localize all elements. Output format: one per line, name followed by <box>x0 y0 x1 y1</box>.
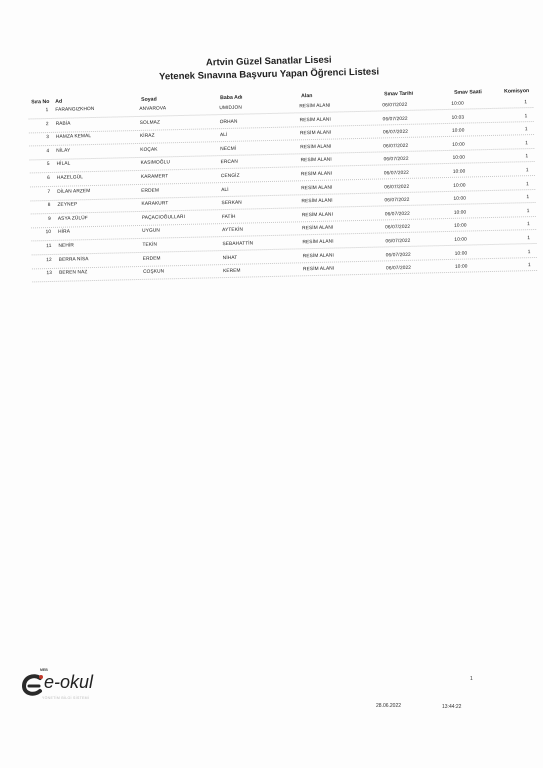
cell-ad: RABİA <box>55 121 71 127</box>
cell-ad: HAMZA KEMAL <box>55 134 92 141</box>
cell-alan: RESİM ALANI <box>302 266 335 273</box>
col-header-sira-no: Sıra No <box>31 98 50 106</box>
cell-sira-no: 3 <box>46 135 50 141</box>
cell-ad: FARANGIZKHON <box>55 106 95 113</box>
e-okul-logo <box>20 668 110 704</box>
cell-baba-adi: NİHAT <box>222 255 238 261</box>
cell-alan: RESİM ALANI <box>302 239 334 246</box>
cell-ad: BERRA NİSA <box>58 256 89 263</box>
cell-komisyon: 1 <box>525 168 529 174</box>
cell-baba-adi: AYTEKİN <box>222 228 244 234</box>
cell-komisyon: 1 <box>527 263 531 269</box>
cell-sinav-saati: 10:03 <box>451 115 465 121</box>
cell-sinav-saati: 10:00 <box>452 169 466 175</box>
cell-ad: NİLAY <box>56 148 71 154</box>
logo-brand-text: e-okul <box>44 672 94 692</box>
page-number: 1 <box>470 676 473 682</box>
cell-soyad: ANVAROVA <box>139 106 167 112</box>
cell-sira-no: 1 <box>45 108 49 114</box>
cell-sinav-tarihi: 06/07/2022 <box>382 116 408 123</box>
cell-ad: BEREN NAZ <box>59 270 88 276</box>
cell-baba-adi: UMIDJON <box>219 105 242 112</box>
cell-soyad: KASIMOĞLU <box>140 160 171 167</box>
cell-soyad: ERDEM <box>141 188 160 194</box>
cell-alan: RESİM ALANI <box>299 103 331 110</box>
cell-soyad: KARAKURT <box>141 201 169 208</box>
cell-baba-adi: NECMİ <box>220 146 237 152</box>
col-header-soyad: Soyad <box>141 96 157 103</box>
cell-sinav-tarihi: 06/07/2022 <box>385 266 412 272</box>
col-header-sinav-tarihi: Sınav Tarihi <box>384 90 414 98</box>
cell-soyad: SOLMAZ <box>139 120 161 126</box>
cell-sinav-saati: 10:00 <box>454 237 467 243</box>
cell-alan: RESİM ALANI <box>301 212 334 219</box>
cell-sira-no: 4 <box>46 148 50 154</box>
cell-soyad: COŞKUN <box>143 269 165 276</box>
cell-alan: RESİM ALANI <box>299 130 332 137</box>
print-date: 28.06.2022 <box>376 703 402 709</box>
col-header-baba-adi: Baba Adı <box>220 94 243 102</box>
cell-komisyon: 1 <box>526 181 530 187</box>
cell-sinav-tarihi: 06/07/2022 <box>384 211 410 218</box>
cell-soyad: UYGUN <box>142 228 161 235</box>
cell-sira-no: 11 <box>46 243 52 250</box>
cell-ad: NEHİR <box>58 243 74 249</box>
cell-alan: RESİM ALANI <box>300 157 332 164</box>
cell-alan: RESİM ALANI <box>300 144 332 151</box>
cell-sinav-saati: 10:00 <box>452 142 465 148</box>
cell-soyad: ERDEM <box>142 256 161 262</box>
cell-komisyon: 1 <box>525 140 529 146</box>
cell-komisyon: 1 <box>524 100 528 106</box>
cell-sinav-saati: 10:00 <box>453 183 466 189</box>
cell-komisyon: 1 <box>527 236 531 242</box>
cell-baba-adi: SEBAHATTİN <box>222 241 254 248</box>
col-header-komisyon: Komisyon <box>503 88 530 95</box>
cell-baba-adi: ERCAN <box>220 160 238 166</box>
cell-baba-adi: CENGİZ <box>220 173 240 180</box>
row-divider <box>32 270 537 282</box>
e-okul-swoosh-icon <box>20 672 46 698</box>
col-header-ad: Ad <box>55 98 63 105</box>
cell-sira-no: 6 <box>47 175 50 182</box>
cell-alan: RESİM ALANI <box>299 117 331 123</box>
cell-sinav-tarihi: 06/07/2022 <box>383 170 409 177</box>
cell-sinav-saati: 10:00 <box>453 196 467 203</box>
cell-alan: RESİM ALANI <box>300 171 333 178</box>
cell-sinav-saati: 10:00 <box>453 210 467 216</box>
cell-soyad: TEKİN <box>142 242 158 248</box>
cell-sira-no: 13 <box>46 271 53 277</box>
cell-komisyon: 1 <box>527 222 530 228</box>
cell-sinav-tarihi: 06/07/2022 <box>385 225 411 231</box>
cell-sinav-tarihi: 06/07/2022 <box>383 157 409 163</box>
cell-sira-no: 2 <box>45 121 49 127</box>
cell-sira-no: 12 <box>46 257 52 263</box>
cell-sinav-tarihi: 06/07/2022 <box>382 102 408 109</box>
cell-soyad: KARAMERT <box>140 174 169 180</box>
logo-meb-label: MEB <box>40 668 48 672</box>
print-time: 13:44:22 <box>442 704 462 710</box>
cell-sinav-tarihi: 06/07/2022 <box>385 252 411 258</box>
cell-baba-adi: FATİH <box>221 214 236 220</box>
cell-alan: RESİM ALANI <box>302 225 334 232</box>
cell-sinav-saati: 10:00 <box>451 128 465 135</box>
cell-komisyon: 1 <box>526 195 530 201</box>
cell-sinav-saati: 10:00 <box>454 251 468 257</box>
cell-soyad: KİRAZ <box>139 133 155 140</box>
cell-soyad: PAÇACIOĞULLARI <box>141 214 186 221</box>
cell-ad: DİLAN ARZEM <box>57 188 91 195</box>
cell-baba-adi: SERKAN <box>221 200 242 207</box>
list-title: Yetenek Sınavına Başvuru Yapan Öğrenci Listesi <box>158 66 380 83</box>
cell-sinav-saati: 10:00 <box>451 101 464 107</box>
cell-komisyon: 1 <box>526 208 530 214</box>
cell-baba-adi: KEREM <box>223 268 241 275</box>
cell-ad: ZEYNEP <box>57 202 78 209</box>
cell-komisyon: 1 <box>524 127 528 133</box>
cell-ad: HAZELGÜL <box>56 175 84 181</box>
col-header-alan: Alan <box>301 93 313 100</box>
cell-baba-adi: ORHAN <box>219 119 238 125</box>
cell-sinav-tarihi: 06/07/2022 <box>384 184 410 191</box>
cell-sinav-saati: 10:00 <box>452 155 466 162</box>
cell-sira-no: 7 <box>47 189 51 195</box>
cell-sinav-saati: 10:00 <box>454 264 468 271</box>
cell-sinav-tarihi: 06/07/2022 <box>385 238 411 245</box>
cell-sinav-saati: 10:00 <box>454 223 467 230</box>
col-header-sinav-saati: Sınav Saati <box>454 89 482 96</box>
cell-soyad: KOÇAK <box>140 147 158 153</box>
cell-sinav-tarihi: 06/07/2022 <box>382 130 409 136</box>
cell-ad: ASYA ZÜLÜF <box>57 215 88 222</box>
school-name: Artvin Güzel Sanatlar Lisesi <box>205 54 332 69</box>
cell-sinav-tarihi: 06/07/2022 <box>384 198 410 204</box>
cell-ad: HİLAL <box>56 161 71 168</box>
cell-alan: RESİM ALANI <box>301 198 333 205</box>
logo-subtitle: YÖNETİM BİLGİ SİSTEMİ <box>42 696 90 700</box>
cell-komisyon: 1 <box>527 249 531 255</box>
cell-sira-no: 5 <box>46 162 50 168</box>
cell-komisyon: 1 <box>524 113 528 119</box>
cell-baba-adi: ALİ <box>219 133 228 139</box>
cell-sira-no: 8 <box>47 203 51 209</box>
cell-sinav-tarihi: 06/07/2022 <box>383 143 409 150</box>
cell-ad: HİRA <box>58 229 71 236</box>
cell-komisyon: 1 <box>525 154 529 160</box>
cell-sira-no: 10 <box>45 230 52 236</box>
cell-alan: RESİM ALANI <box>302 253 335 259</box>
cell-alan: RESİM ALANI <box>301 185 333 191</box>
cell-sira-no: 9 <box>47 216 51 222</box>
cell-baba-adi: ALİ <box>221 187 229 193</box>
